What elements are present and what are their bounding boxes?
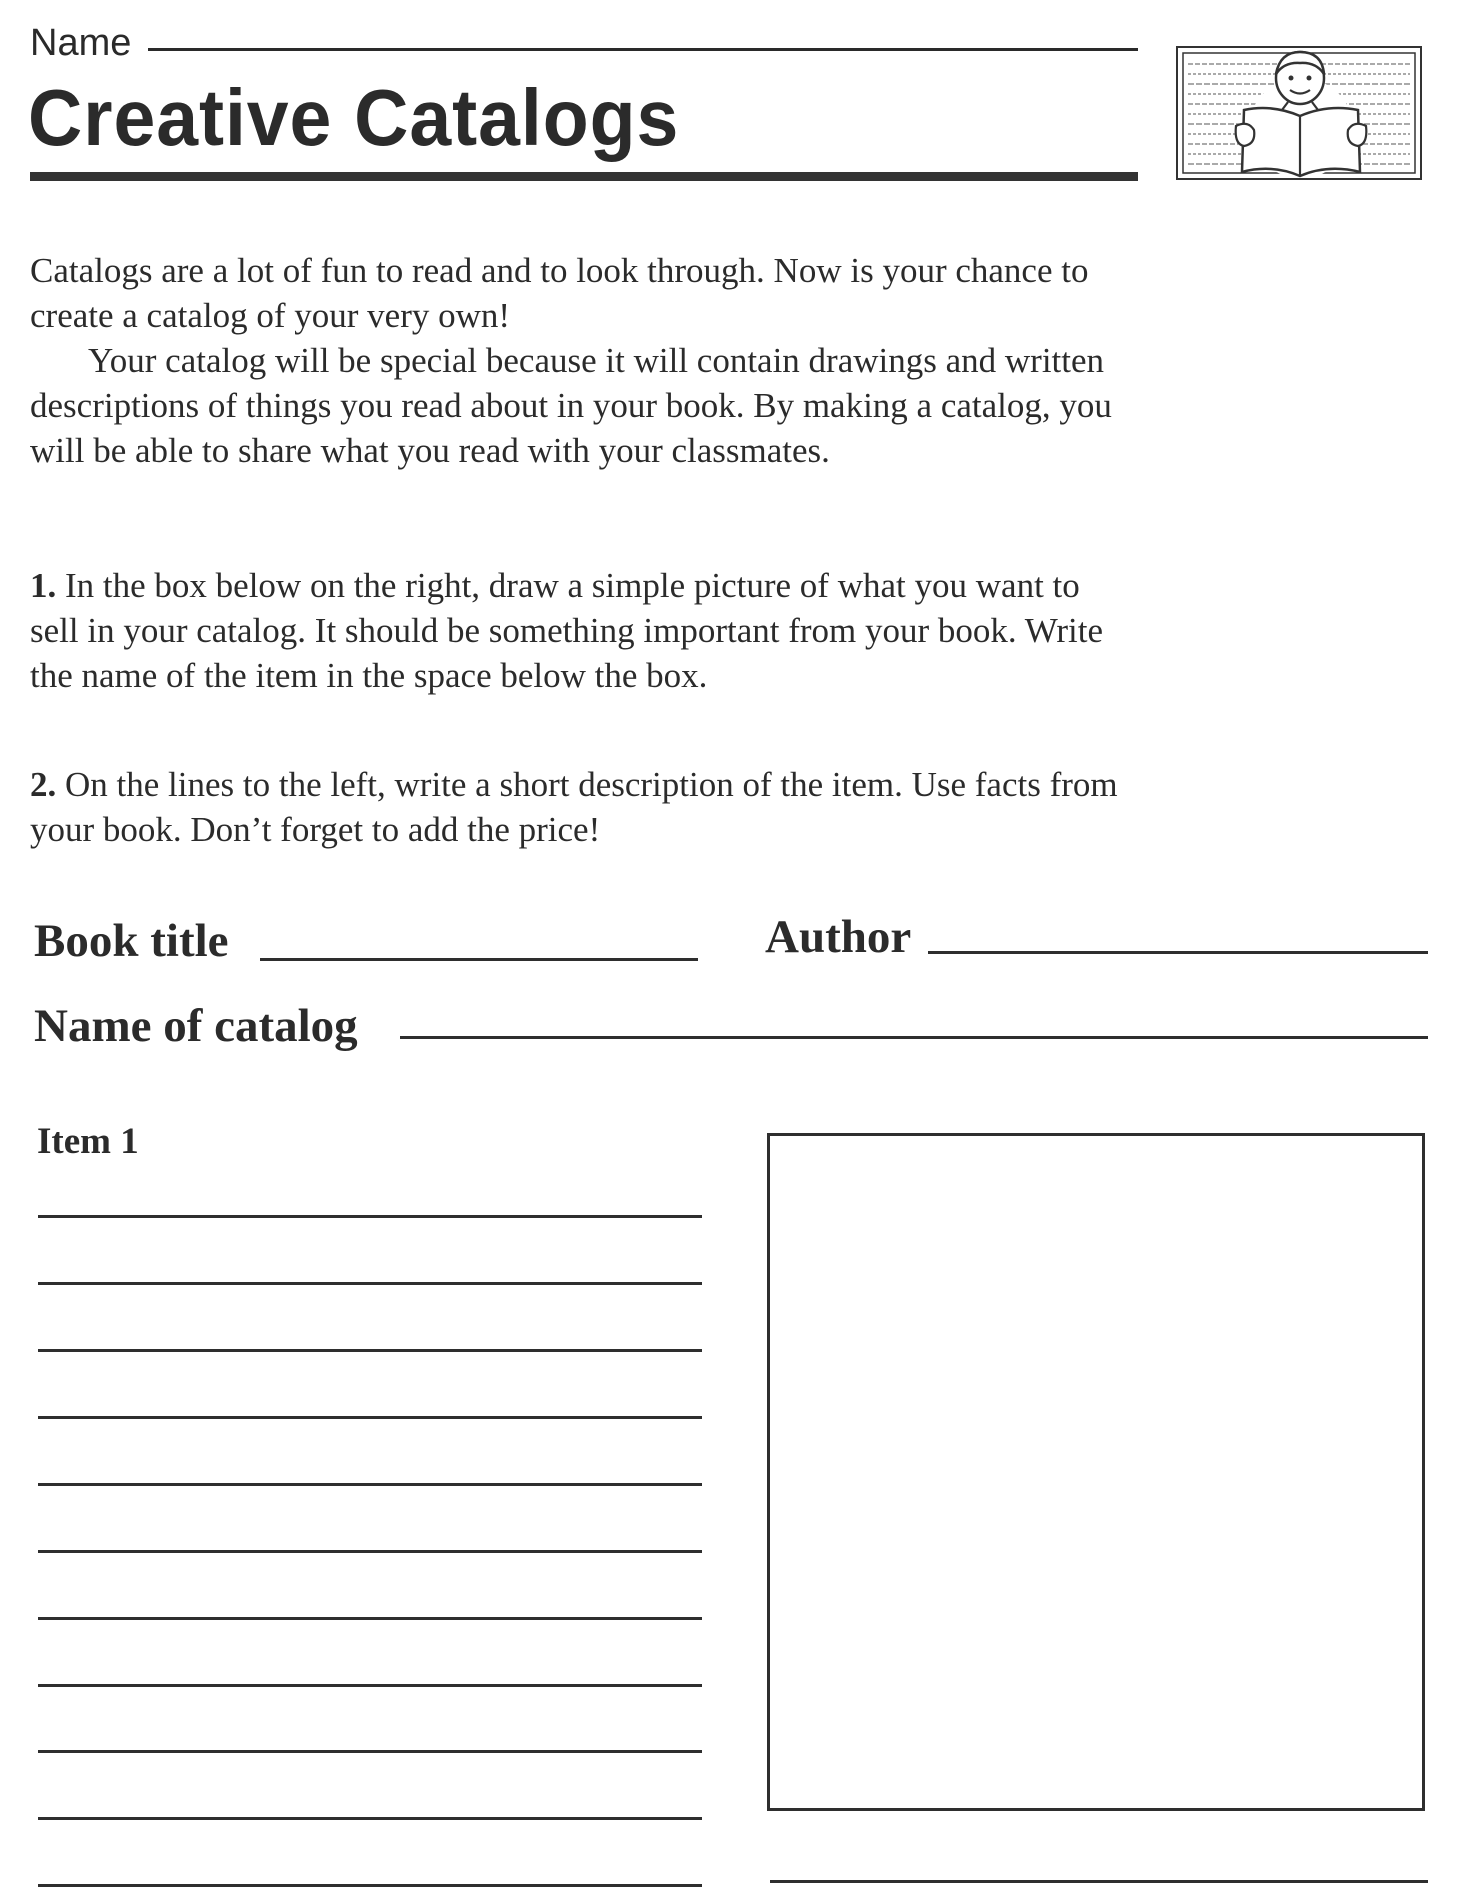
instruction-1 (30, 563, 1130, 698)
instruction-1-text: In the box below on the right, draw a simple picture of what you want to sell in your catalog. It should be something important from your book. Write the name of the item in the space below the box. (30, 566, 1104, 695)
author-label: Author (765, 911, 912, 963)
catalog-name-label: Name of catalog (34, 1000, 358, 1052)
description-line-5[interactable] (38, 1483, 702, 1486)
instruction-2 (30, 762, 1130, 852)
description-line-7[interactable] (38, 1617, 702, 1620)
title-underline-bar (30, 172, 1138, 181)
description-line-2[interactable] (38, 1282, 702, 1285)
drawing-box[interactable] (767, 1133, 1425, 1811)
child-reading-book-icon (1176, 46, 1422, 180)
description-line-8[interactable] (38, 1684, 702, 1687)
page-title: Creative Catalogs (28, 73, 680, 162)
description-line-11[interactable] (38, 1884, 702, 1887)
intro-paragraph-2-text: Your catalog will be special because it will contain drawings and written descriptions of things you read about in your book. By making a catalog, you will be able to share what you read with your classmates. (30, 341, 1112, 470)
book-title-label: Book title (34, 915, 229, 967)
intro-paragraph-2 (30, 338, 1130, 473)
instruction-2-number: 2. (30, 765, 57, 804)
book-title-write-line[interactable] (260, 958, 698, 961)
catalog-name-write-line[interactable] (400, 1036, 1428, 1039)
item-name-write-line[interactable] (770, 1880, 1428, 1883)
item-label: Item 1 (37, 1121, 139, 1162)
description-line-1[interactable] (38, 1215, 702, 1218)
instruction-2-text: On the lines to the left, write a short description of the item. Use facts from your book. Don’t forget to add the price! (30, 765, 1118, 849)
name-write-line[interactable] (148, 48, 1138, 51)
author-write-line[interactable] (928, 951, 1428, 954)
description-line-6[interactable] (38, 1550, 702, 1553)
intro-paragraph-1: Catalogs are a lot of fun to read and to look through. Now is your chance to create a catalog of your very own! (30, 251, 1089, 335)
instruction-1-number: 1. (30, 566, 57, 605)
name-label: Name (30, 22, 132, 64)
description-line-10[interactable] (38, 1817, 702, 1820)
description-line-9[interactable] (38, 1750, 702, 1753)
description-line-3[interactable] (38, 1349, 702, 1352)
description-line-4[interactable] (38, 1416, 702, 1419)
